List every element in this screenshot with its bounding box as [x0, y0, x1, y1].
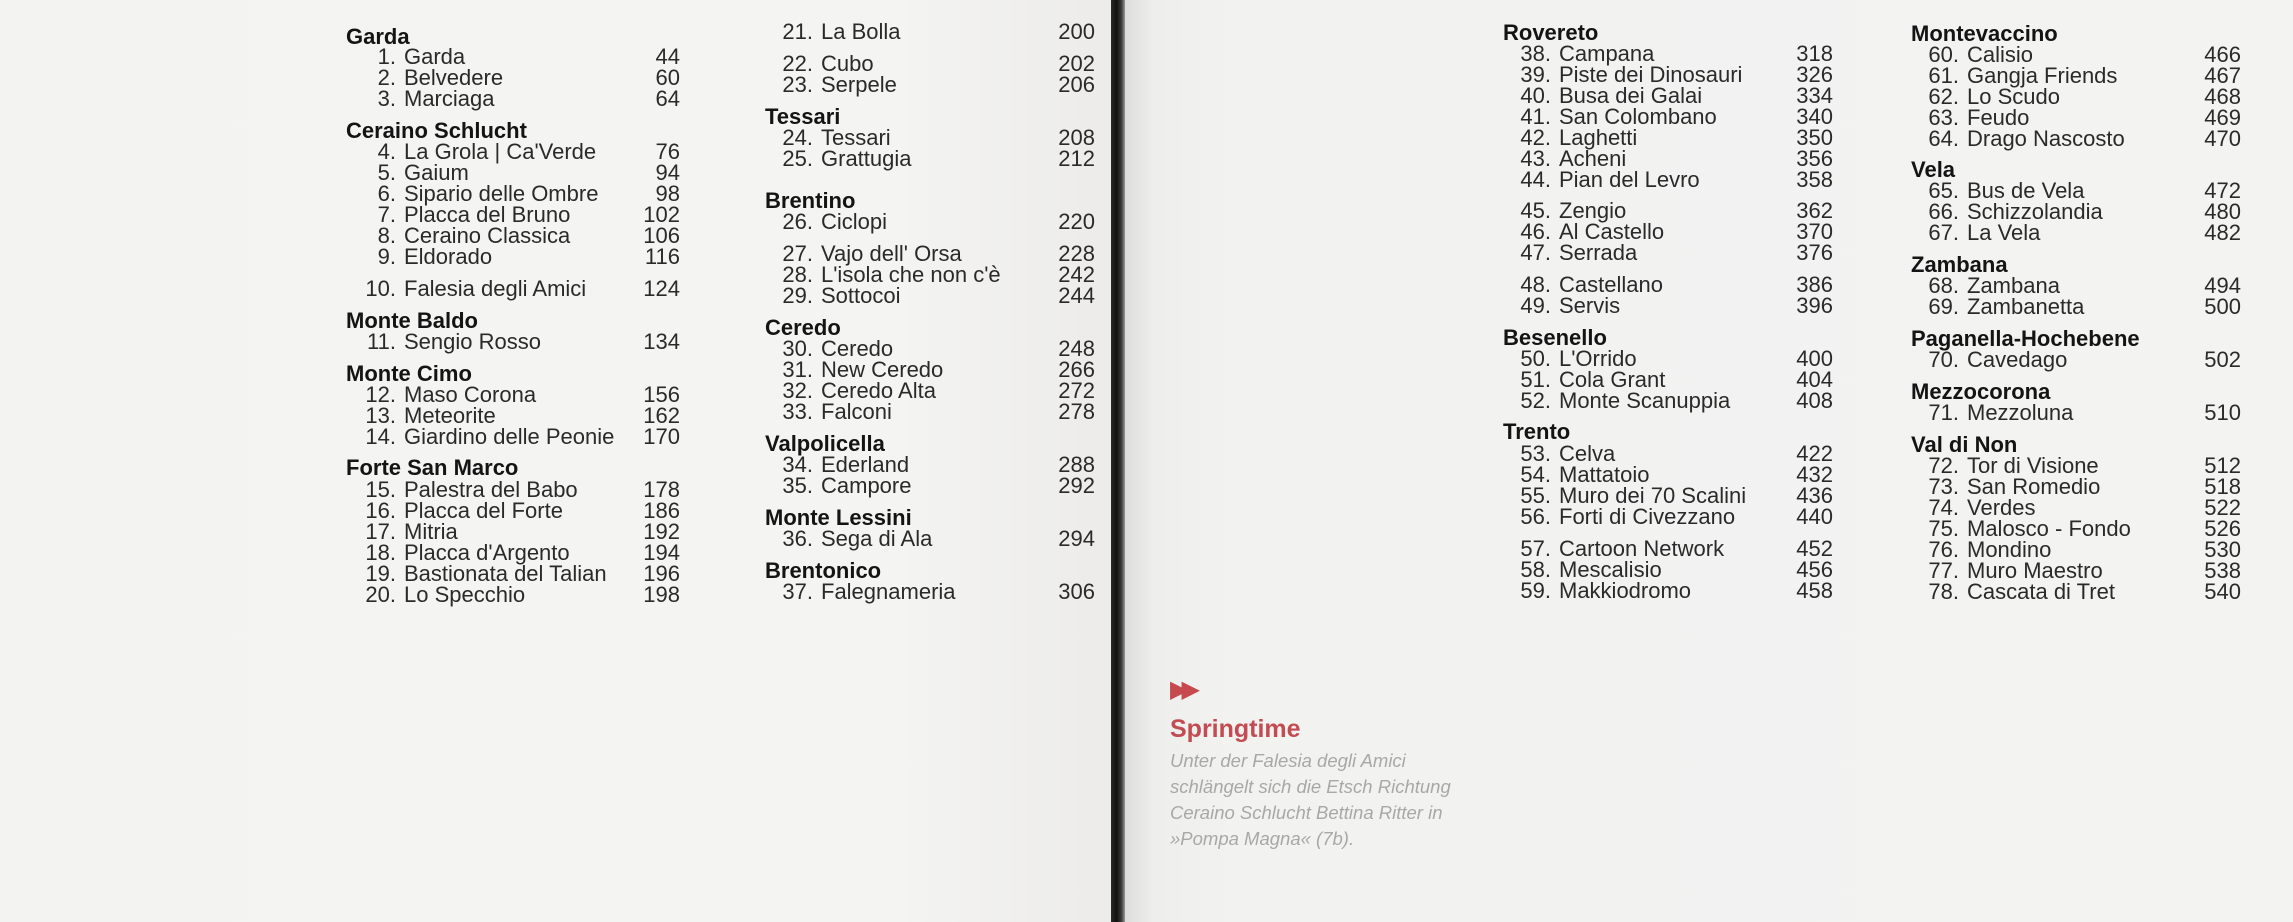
entry-page-number: 370	[1796, 219, 1833, 244]
entry-number: 61.	[1928, 63, 1959, 88]
toc-entry	[1503, 576, 1833, 606]
entry-number: 7.	[377, 202, 396, 227]
entry-title: Cascata di Tret	[1967, 579, 2115, 604]
entry-page-number: 358	[1796, 167, 1833, 192]
entry-title: Vajo dell' Orsa	[821, 241, 962, 266]
entry-page-number: 522	[2204, 495, 2241, 520]
entry-page-number: 220	[1058, 209, 1095, 234]
entry-title: Feudo	[1967, 105, 2030, 130]
entry-page-number: 186	[643, 498, 680, 523]
entry-title: Mezzoluna	[1967, 400, 2074, 425]
entry-page-number: 518	[2204, 474, 2241, 499]
entry-number: 72.	[1928, 453, 1959, 478]
entry-page-number: 206	[1058, 72, 1095, 97]
entry-number: 69.	[1928, 294, 1959, 319]
entry-number: 4.	[377, 139, 396, 164]
section-heading-valpolicella: Valpolicella	[765, 431, 885, 456]
entry-number: 1.	[377, 44, 396, 69]
entry-title: Lo Scudo	[1967, 84, 2060, 109]
entry-number: 5.	[377, 160, 396, 185]
entry-page-number: 64	[655, 86, 680, 111]
entry-title: Ceraino Classica	[404, 223, 571, 248]
entry-title: Busa dei Galai	[1559, 83, 1703, 108]
section-heading-brentino: Brentino	[765, 188, 856, 213]
entry-title: Lo Specchio	[404, 582, 526, 607]
entry-title: Ciclopi	[821, 209, 888, 234]
entry-title: L'isola che non c'è	[821, 262, 1001, 287]
entry-number: 71.	[1928, 400, 1959, 425]
entry-page-number: 540	[2204, 579, 2241, 604]
entry-title: Falesia degli Amici	[404, 276, 587, 301]
entry-number: 67.	[1928, 220, 1959, 245]
entry-title: Placca del Forte	[404, 498, 563, 523]
entry-page-number: 102	[643, 202, 680, 227]
toc-entry	[1911, 218, 2241, 248]
toc-entry	[1503, 238, 1833, 268]
entry-number: 13.	[365, 403, 396, 428]
entry-number: 23.	[782, 72, 813, 97]
toc-entry	[1911, 124, 2241, 154]
entry-page-number: 248	[1058, 336, 1095, 361]
entry-title: Tessari	[821, 125, 891, 150]
entry-page-number: 292	[1058, 473, 1095, 498]
entry-number: 25.	[782, 146, 813, 171]
section-heading-rovereto: Rovereto	[1503, 20, 1599, 45]
entry-title: Falegnameria	[821, 579, 956, 604]
toc-entry	[346, 422, 680, 452]
entry-number: 51.	[1520, 367, 1551, 392]
entry-title: San Romedio	[1967, 474, 2101, 499]
entry-page-number: 470	[2204, 126, 2241, 151]
toc-entry	[765, 70, 1095, 100]
entry-number: 75.	[1928, 516, 1959, 541]
entry-number: 20.	[365, 582, 396, 607]
entry-title: La Bolla	[821, 19, 901, 44]
entry-number: 58.	[1520, 557, 1551, 582]
entry-page-number: 170	[643, 424, 680, 449]
entry-number: 47.	[1520, 240, 1551, 265]
caption-text: Unter der Falesia degli Amici schlängelt sich die Etsch Richtung Ceraino Schlucht Bettina Ritter in »Pompa Magna« (7b).	[1170, 750, 1451, 849]
entry-number: 6.	[377, 181, 396, 206]
entry-page-number: 538	[2204, 558, 2241, 583]
entry-page-number: 196	[643, 561, 680, 586]
entry-page-number: 356	[1796, 146, 1833, 171]
entry-number: 11.	[367, 329, 396, 354]
entry-number: 73.	[1928, 474, 1959, 499]
entry-page-number: 134	[643, 329, 680, 354]
toc-entry	[765, 397, 1095, 427]
entry-page-number: 404	[1796, 367, 1833, 392]
entry-number: 45.	[1520, 198, 1551, 223]
entry-title: Ceredo Alta	[821, 378, 936, 403]
section-heading-monte-lessini: Monte Lessini	[765, 505, 912, 530]
toc-entry	[346, 580, 680, 610]
entry-number: 63.	[1928, 105, 1959, 130]
section-heading-zambana: Zambana	[1911, 252, 2008, 277]
entry-page-number: 156	[643, 382, 680, 407]
section-heading-val-di-non: Val di Non	[1911, 432, 2018, 457]
section-heading-trento: Trento	[1503, 419, 1571, 444]
entry-number: 3.	[377, 86, 396, 111]
toc-entry	[1911, 398, 2241, 428]
entry-title: Campana	[1559, 41, 1655, 66]
section-heading-brentonico: Brentonico	[765, 558, 882, 583]
entry-title: Mondino	[1967, 537, 2052, 562]
entry-page-number: 198	[643, 582, 680, 607]
entry-page-number: 458	[1796, 578, 1833, 603]
entry-title: Zambanetta	[1967, 294, 2085, 319]
entry-page-number: 500	[2204, 294, 2241, 319]
entry-number: 62.	[1928, 84, 1959, 109]
entry-title: Bus de Vela	[1967, 178, 2085, 203]
toc-entry	[1503, 165, 1833, 195]
entry-number: 59.	[1520, 578, 1551, 603]
entry-page-number: 466	[2204, 42, 2241, 67]
section-heading-forte-san-marco: Forte San Marco	[346, 455, 519, 480]
entry-page-number: 340	[1796, 104, 1833, 129]
toc-entry	[1911, 345, 2241, 375]
entry-number: 55.	[1520, 483, 1551, 508]
toc-entry	[765, 471, 1095, 501]
entry-title: Placca d'Argento	[404, 540, 570, 565]
entry-page-number: 530	[2204, 537, 2241, 562]
entry-number: 21.	[782, 19, 813, 44]
entry-number: 10.	[365, 276, 396, 301]
entry-page-number: 76	[655, 139, 680, 164]
entry-number: 49.	[1520, 293, 1551, 318]
entry-page-number: 326	[1796, 62, 1833, 87]
entry-page-number: 468	[2204, 84, 2241, 109]
entry-number: 28.	[782, 262, 813, 287]
entry-number: 64.	[1928, 126, 1959, 151]
entry-number: 42.	[1520, 125, 1551, 150]
double-arrow-icon: ▶▶	[1170, 676, 1193, 703]
entry-number: 53.	[1520, 441, 1551, 466]
entry-number: 54.	[1520, 462, 1551, 487]
toc-entry	[346, 242, 680, 272]
toc-entry	[765, 577, 1095, 607]
entry-title: Cubo	[821, 51, 874, 76]
entry-page-number: 469	[2204, 105, 2241, 130]
entry-page-number: 244	[1058, 283, 1095, 308]
entry-page-number: 60	[655, 65, 680, 90]
entry-page-number: 306	[1058, 579, 1095, 604]
entry-page-number: 192	[643, 519, 680, 544]
entry-page-number: 116	[644, 244, 680, 269]
entry-number: 18.	[365, 540, 396, 565]
entry-number: 66.	[1928, 199, 1959, 224]
entry-number: 9.	[377, 244, 396, 269]
entry-number: 32.	[782, 378, 813, 403]
entry-title: Garda	[404, 44, 466, 69]
section-heading-monte-cimo: Monte Cimo	[346, 361, 472, 386]
entry-page-number: 178	[643, 477, 680, 502]
entry-title: Castellano	[1559, 272, 1663, 297]
entry-number: 46.	[1520, 219, 1551, 244]
entry-number: 43.	[1520, 146, 1551, 171]
entry-number: 52.	[1520, 388, 1551, 413]
entry-title: Belvedere	[404, 65, 504, 90]
entry-number: 74.	[1928, 495, 1959, 520]
entry-title: Cola Grant	[1559, 367, 1666, 392]
section-heading-montevaccino: Montevaccino	[1911, 21, 2058, 46]
entry-page-number: 436	[1796, 483, 1833, 508]
entry-page-number: 288	[1058, 452, 1095, 477]
entry-title: Ederland	[821, 452, 910, 477]
toc-entry	[1911, 577, 2241, 607]
entry-title: Muro Maestro	[1967, 558, 2103, 583]
entry-title: Gangja Friends	[1967, 63, 2118, 88]
entry-number: 68.	[1928, 273, 1959, 298]
entry-page-number: 98	[655, 181, 680, 206]
entry-number: 35.	[782, 473, 813, 498]
entry-title: Eldorado	[404, 244, 493, 269]
entry-title: Cartoon Network	[1559, 536, 1725, 561]
entry-title: Placca del Bruno	[404, 202, 571, 227]
entry-number: 8.	[377, 223, 396, 248]
entry-title: Ceredo	[821, 336, 894, 361]
entry-number: 48.	[1520, 272, 1551, 297]
section-heading-vela: Vela	[1911, 157, 1956, 182]
entry-page-number: 228	[1058, 241, 1095, 266]
entry-page-number: 44	[655, 44, 680, 69]
entry-number: 22.	[782, 51, 813, 76]
entry-title: Makkiodromo	[1559, 578, 1692, 603]
entry-page-number: 480	[2204, 199, 2241, 224]
section-heading-paganella-hochebene: Paganella-Hochebene	[1911, 326, 2140, 351]
toc-entry	[765, 281, 1095, 311]
entry-title: Tor di Visione	[1967, 453, 2099, 478]
entry-title: Monte Scanuppia	[1559, 388, 1731, 413]
entry-title: Servis	[1559, 293, 1621, 318]
entry-title: Laghetti	[1559, 125, 1638, 150]
entry-page-number: 162	[643, 403, 680, 428]
entry-title: Malosco - Fondo	[1967, 516, 2131, 541]
entry-page-number: 318	[1796, 41, 1833, 66]
entry-title: Muro dei 70 Scalini	[1559, 483, 1747, 508]
entry-number: 56.	[1520, 504, 1551, 529]
entry-page-number: 106	[643, 223, 680, 248]
entry-title: Giardino delle Peonie	[404, 424, 615, 449]
entry-title: Acheni	[1559, 146, 1627, 171]
entry-page-number: 400	[1796, 346, 1833, 371]
entry-page-number: 396	[1796, 293, 1833, 318]
entry-page-number: 512	[2204, 453, 2241, 478]
entry-page-number: 494	[2204, 273, 2241, 298]
entry-title: Zengio	[1559, 198, 1627, 223]
toc-entry	[765, 144, 1095, 174]
toc-entry	[1911, 292, 2241, 322]
entry-page-number: 272	[1058, 378, 1095, 403]
entry-title: Sega di Ala	[821, 526, 933, 551]
entry-title: Piste dei Dinosauri	[1559, 62, 1743, 87]
entry-number: 65.	[1928, 178, 1959, 203]
section-heading-ceraino-schlucht: Ceraino Schlucht	[346, 118, 527, 143]
entry-page-number: 202	[1058, 51, 1095, 76]
entry-title: Palestra del Babo	[404, 477, 578, 502]
section-heading-garda: Garda	[346, 24, 410, 49]
entry-number: 44.	[1520, 167, 1551, 192]
entry-page-number: 510	[2204, 400, 2241, 425]
entry-page-number: 266	[1058, 357, 1095, 382]
entry-page-number: 456	[1796, 557, 1833, 582]
entry-title: Meteorite	[404, 403, 496, 428]
entry-page-number: 194	[643, 540, 680, 565]
entry-number: 77.	[1928, 558, 1959, 583]
entry-page-number: 124	[643, 276, 680, 301]
entry-number: 16.	[365, 498, 396, 523]
entry-page-number: 408	[1796, 388, 1833, 413]
entry-page-number: 212	[1058, 146, 1095, 171]
entry-page-number: 482	[2204, 220, 2241, 245]
toc-entry	[1503, 291, 1833, 321]
entry-number: 30.	[782, 336, 813, 361]
toc-entry	[765, 524, 1095, 554]
entry-number: 60.	[1928, 42, 1959, 67]
entry-title: Zambana	[1967, 273, 2060, 298]
section-heading-monte-baldo: Monte Baldo	[346, 308, 478, 333]
entry-number: 2.	[377, 65, 396, 90]
entry-number: 15.	[365, 477, 396, 502]
entry-page-number: 440	[1796, 504, 1833, 529]
entry-number: 37.	[782, 579, 813, 604]
entry-title: Celva	[1559, 441, 1616, 466]
entry-page-number: 467	[2204, 63, 2241, 88]
section-heading-ceredo: Ceredo	[765, 315, 841, 340]
entry-title: Serrada	[1559, 240, 1638, 265]
entry-page-number: 502	[2204, 347, 2241, 372]
entry-title: L'Orrido	[1559, 346, 1637, 371]
entry-number: 41.	[1520, 104, 1551, 129]
entry-title: Mescalisio	[1559, 557, 1662, 582]
toc-entry	[346, 274, 680, 304]
entry-title: Mitria	[404, 519, 458, 544]
entry-number: 27.	[782, 241, 813, 266]
entry-number: 17.	[365, 519, 396, 544]
entry-page-number: 526	[2204, 516, 2241, 541]
toc-entry	[1503, 502, 1833, 532]
entry-page-number: 452	[1796, 536, 1833, 561]
entry-title: Schizzolandia	[1967, 199, 2103, 224]
entry-title: Serpele	[821, 72, 897, 97]
entry-title: Sengio Rosso	[404, 329, 541, 354]
entry-title: Forti di Civezzano	[1559, 504, 1736, 529]
entry-number: 31.	[782, 357, 813, 382]
entry-page-number: 422	[1796, 441, 1833, 466]
entry-page-number: 294	[1058, 526, 1095, 551]
entry-page-number: 386	[1796, 272, 1833, 297]
entry-number: 14.	[365, 424, 396, 449]
entry-number: 26.	[782, 209, 813, 234]
entry-page-number: 334	[1796, 83, 1833, 108]
entry-number: 39.	[1520, 62, 1551, 87]
entry-number: 19.	[365, 561, 396, 586]
entry-number: 36.	[782, 526, 813, 551]
entry-title: Cavedago	[1967, 347, 2068, 372]
entry-number: 33.	[782, 399, 813, 424]
entry-number: 76.	[1928, 537, 1959, 562]
entry-page-number: 94	[655, 160, 680, 185]
entry-title: San Colombano	[1559, 104, 1717, 129]
entry-title: New Ceredo	[821, 357, 944, 382]
entry-page-number: 376	[1796, 240, 1833, 265]
entry-number: 38.	[1520, 41, 1551, 66]
entry-page-number: 362	[1796, 198, 1833, 223]
entry-number: 29.	[782, 283, 813, 308]
entry-title: Marciaga	[404, 86, 495, 111]
toc-entry	[765, 17, 1095, 47]
entry-title: La Grola | Ca'Verde	[404, 139, 597, 164]
entry-page-number: 278	[1058, 399, 1095, 424]
entry-title: Campore	[821, 473, 912, 498]
entry-title: Maso Corona	[404, 382, 537, 407]
entry-title: Falconi	[821, 399, 892, 424]
entry-number: 12.	[365, 382, 396, 407]
entry-page-number: 472	[2204, 178, 2241, 203]
entry-title: Sottocoi	[821, 283, 901, 308]
entry-page-number: 242	[1058, 262, 1095, 287]
entry-number: 70.	[1928, 347, 1959, 372]
entry-page-number: 200	[1058, 19, 1095, 44]
entry-title: Pian del Levro	[1559, 167, 1700, 192]
entry-page-number: 432	[1796, 462, 1833, 487]
entry-title: Grattugia	[821, 146, 912, 171]
entry-page-number: 208	[1058, 125, 1095, 150]
entry-title: Bastionata del Talian	[404, 561, 607, 586]
section-heading-mezzocorona: Mezzocorona	[1911, 379, 2051, 404]
section-heading-tessari: Tessari	[765, 104, 841, 129]
toc-entry	[1503, 386, 1833, 416]
toc-entry	[765, 207, 1095, 237]
entry-number: 34.	[782, 452, 813, 477]
entry-title: Gaium	[404, 160, 469, 185]
entry-title: Verdes	[1967, 495, 2036, 520]
section-heading-besenello: Besenello	[1503, 325, 1607, 350]
book-spine	[1111, 0, 1125, 922]
entry-title: Mattatoio	[1559, 462, 1650, 487]
entry-number: 78.	[1928, 579, 1959, 604]
entry-number: 40.	[1520, 83, 1551, 108]
toc-entry	[346, 84, 680, 114]
entry-title: Sipario delle Ombre	[404, 181, 599, 206]
entry-number: 50.	[1520, 346, 1551, 371]
entry-title: La Vela	[1967, 220, 2041, 245]
entry-number: 24.	[782, 125, 813, 150]
entry-title: Calisio	[1967, 42, 2034, 67]
entry-title: Drago Nascosto	[1967, 126, 2125, 151]
caption-title: Springtime	[1170, 715, 1301, 743]
entry-page-number: 350	[1796, 125, 1833, 150]
toc-entry	[346, 327, 680, 357]
entry-title: Al Castello	[1559, 219, 1665, 244]
entry-number: 57.	[1520, 536, 1551, 561]
